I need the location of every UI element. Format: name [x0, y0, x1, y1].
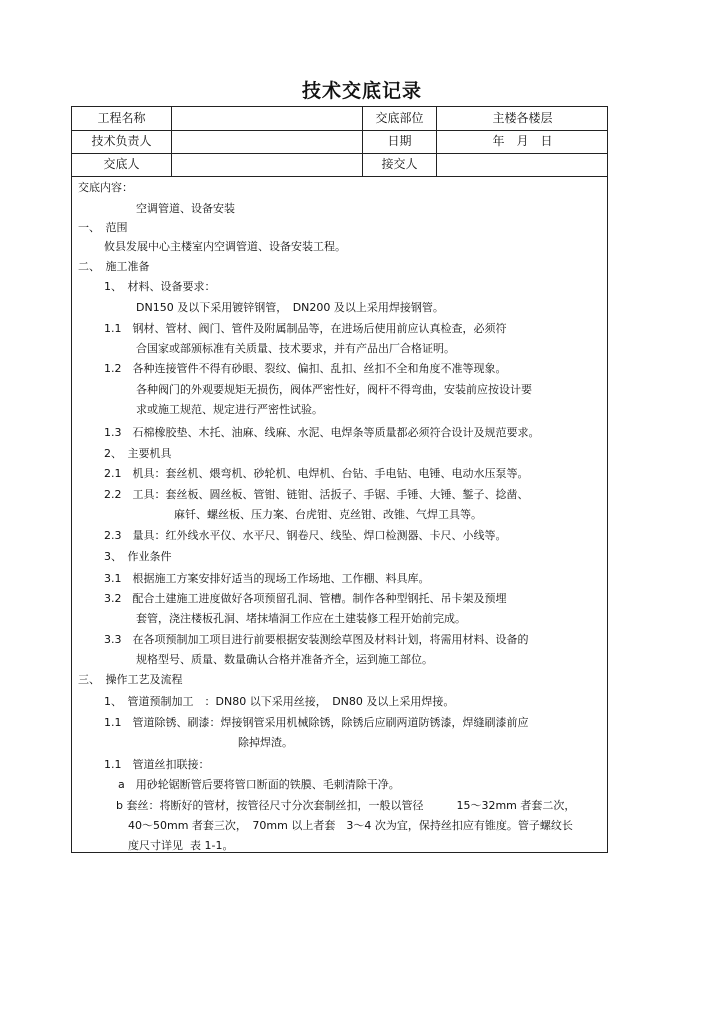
section-heading: 三、 操作工艺及流程 — [78, 673, 183, 686]
content-line: 攸县发展中心主楼室内空调管道、设备安装工程。 — [104, 240, 346, 253]
content-line: b 套丝：将断好的管材，按管径尺寸分次套制丝扣，一般以管径 15～32mm 者套二次， — [116, 799, 576, 812]
content-line: 1、 管道预制加工 ：DN80 以下采用丝接， DN80 及以上采用焊接。 — [104, 695, 455, 708]
content-line: 除掉焊渣。 — [238, 736, 293, 749]
content-line: 1.1 管道除锈、刷漆：焊接钢管采用机械除锈，除锈后应刷两道防锈漆，焊缝刷漆前应 — [104, 716, 529, 729]
content-line: 规格型号、质量、数量确认合格并准备齐全，运到施工部位。 — [136, 653, 433, 666]
date-value: 年 月 日 — [492, 134, 553, 148]
content-line: 3.1 根据施工方案安排好适当的现场工作场地、工作棚、料具库。 — [104, 572, 430, 585]
content-line: 度尺寸详见 表 1-1。 — [128, 839, 234, 852]
content-line: 1.2 各种连接管件不得有砂眼、裂纹、偏扣、乱扣、丝扣不全和角度不准等现象。 — [104, 362, 507, 375]
presenter-label: 交底人 — [103, 157, 140, 171]
content-line: 1.1 管道丝扣联接： — [104, 758, 210, 771]
content-line: 3.3 在各项预制加工项目进行前要根据安装测绘草图及材料计划，将需用材料、设备的 — [104, 633, 529, 646]
subsection-heading: 1、 材料、设备要求： — [104, 280, 216, 293]
subsection-heading: 3、 作业条件 — [104, 550, 172, 563]
content-line: 合国家或部颁标准有关质量、技术要求，并有产品出厂合格证明。 — [136, 342, 455, 355]
content-line: DN150 及以下采用镀锌钢管， DN200 及以上采用焊接钢管。 — [136, 301, 444, 314]
content-line: 空调管道、设备安装 — [136, 202, 235, 215]
section-heading: 二、 施工准备 — [78, 260, 150, 273]
content-line: 求或施工规范、规定进行严密性试验。 — [136, 403, 323, 416]
section-heading: 一、 范围 — [78, 221, 128, 234]
receiver-label: 接交人 — [381, 157, 418, 171]
content-line: 3.2 配合土建施工进度做好各项预留孔洞、管槽。制作各种型钢托、吊卡架及预埋 — [104, 592, 507, 605]
content-line: 2.3 量具：红外线水平仪、水平尺、钢卷尺、线坠、焊口检测器、卡尺、小线等。 — [104, 529, 507, 542]
location-label: 交底部位 — [375, 111, 424, 125]
date-label: 日期 — [387, 134, 412, 148]
tech-lead-label: 技术负责人 — [91, 134, 152, 148]
row-divider — [72, 176, 607, 177]
content-heading: 交底内容： — [78, 181, 133, 194]
content-line: 1.1 钢材、管材、阀门、管件及附属制品等，在进场后使用前应认真检查，必须符 — [104, 322, 507, 335]
content-line: 2.1 机具：套丝机、煨弯机、砂轮机、电焊机、台钻、手电钻、电锤、电动水压泵等。 — [104, 467, 529, 480]
document-title: 技术交底记录 — [301, 80, 422, 102]
subsection-heading: 2、 主要机具 — [104, 447, 172, 460]
content-line: 1.3 石棉橡胶垫、木托、油麻、线麻、水泥、电焊条等质量都必须符合设计及规范要求。 — [104, 426, 540, 439]
content-line: 套管，浇注楼板孔洞、堵抹墙洞工作应在土建装修工程开始前完成。 — [136, 612, 466, 625]
content-line: 各种阀门的外观要规矩无损伤，阀体严密性好，阀杆不得弯曲，安装前应按设计要 — [136, 383, 532, 396]
content-line: 2.2 工具：套丝板、圆丝板、管钳、链钳、活扳子、手锯、手锤、大锤、錾子、捻凿、 — [104, 488, 529, 501]
content-line: a 用砂轮锯断管后要将管口断面的铁膜、毛刺清除干净。 — [118, 778, 400, 791]
content-line: 40～50mm 者套三次， 70mm 以上者套 3～4 次为宜，保持丝扣应有锥度。管子螺纹长 — [128, 819, 573, 832]
record-table — [71, 106, 608, 853]
location-value: 主楼各楼层 — [492, 111, 553, 125]
project-name-label: 工程名称 — [97, 111, 146, 125]
column-divider — [171, 107, 172, 176]
content-line: 麻钎、螺丝板、压力案、台虎钳、克丝钳、改锥、气焊工具等。 — [174, 508, 482, 521]
